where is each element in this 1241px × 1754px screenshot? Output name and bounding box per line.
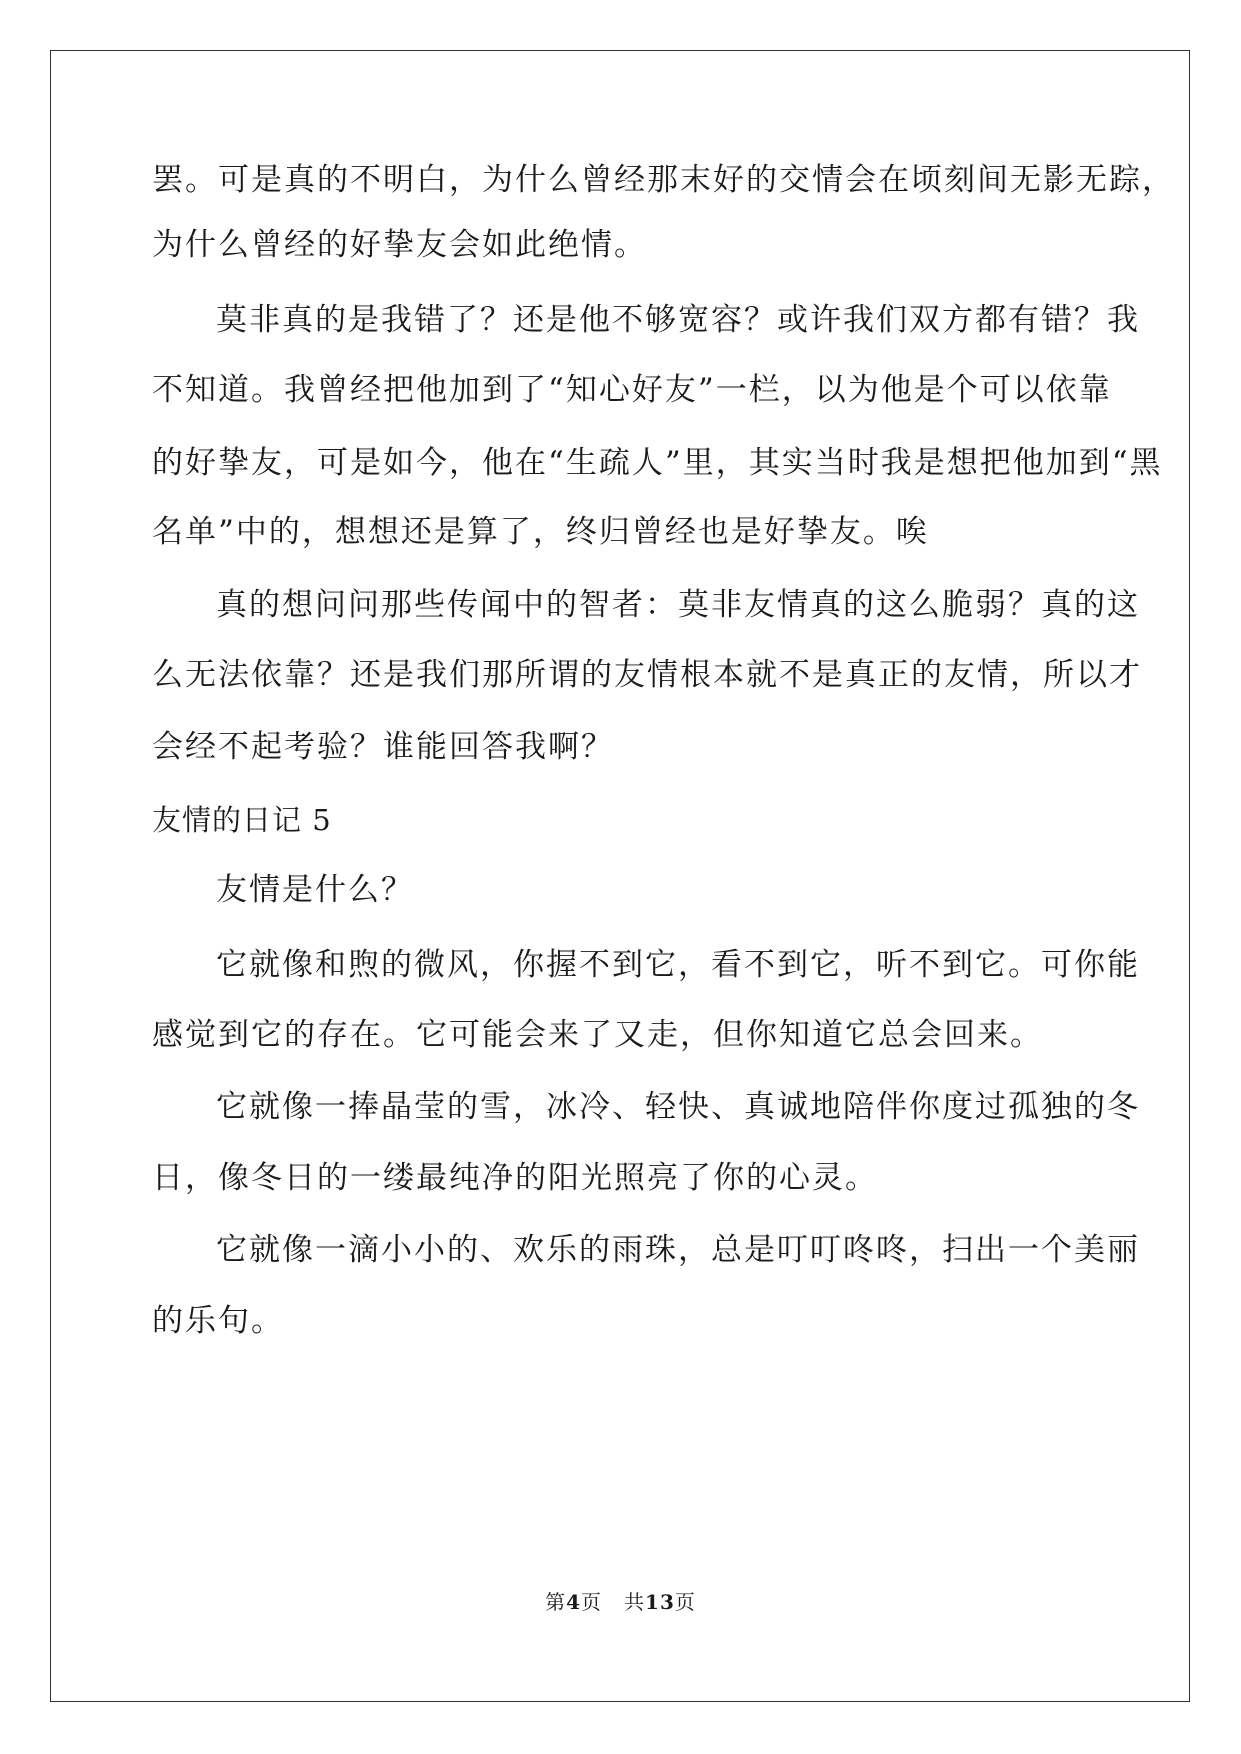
body-line: 不知道。我曾经把他加到了“知心好友”一栏，以为他是个可以依靠 <box>152 372 1112 408</box>
footer-total-pages: 13 <box>645 1590 675 1614</box>
footer-page-suffix: 页 <box>581 1590 603 1614</box>
page-footer <box>0 1590 1241 1614</box>
body-line: 会经不起考验？谁能回答我啊？ <box>152 729 614 765</box>
section-heading: 友情的日记 5 <box>152 803 332 837</box>
body-line: 为什么曾经的好挚友会如此绝情。 <box>152 227 647 263</box>
footer-total-prefix: 共 <box>624 1590 646 1614</box>
paragraph-first-line: 它就像一滴小小的、欢乐的雨珠，总是叮叮咚咚，扫出一个美丽 <box>216 1232 1140 1268</box>
paragraph-first-line: 它就像和煦的微风，你握不到它，看不到它，听不到它。可你能 <box>216 947 1140 983</box>
footer-total-suffix: 页 <box>674 1590 696 1614</box>
footer-page-prefix: 第 <box>545 1590 567 1614</box>
body-line: 日，像冬日的一缕最纯净的阳光照亮了你的心灵。 <box>152 1160 878 1196</box>
paragraph-first-line: 友情是什么？ <box>216 872 414 908</box>
footer-page-number: 4 <box>566 1590 582 1614</box>
paragraph-first-line: 莫非真的是我错了？还是他不够宽容？或许我们双方都有错？我 <box>216 302 1140 338</box>
body-line: 的好挚友，可是如今，他在“生疏人”里，其实当时我是想把他加到“黑 <box>152 445 1163 481</box>
paragraph-first-line: 它就像一捧晶莹的雪，冰冷、轻快、真诚地陪伴你度过孤独的冬 <box>216 1089 1140 1125</box>
body-line: 么无法依靠？还是我们那所谓的友情根本就不是真正的友情，所以才 <box>152 657 1142 693</box>
body-line: 罢。可是真的不明白，为什么曾经那末好的交情会在顷刻间无影无踪， <box>152 162 1175 198</box>
body-line: 名单”中的，想想还是算了，终归曾经也是好挚友。唉 <box>152 514 929 550</box>
body-line: 感觉到它的存在。它可能会来了又走，但你知道它总会回来。 <box>152 1017 1043 1053</box>
paragraph-first-line: 真的想问问那些传闻中的智者：莫非友情真的这么脆弱？真的这 <box>216 587 1140 623</box>
body-line: 的乐句。 <box>152 1303 284 1339</box>
